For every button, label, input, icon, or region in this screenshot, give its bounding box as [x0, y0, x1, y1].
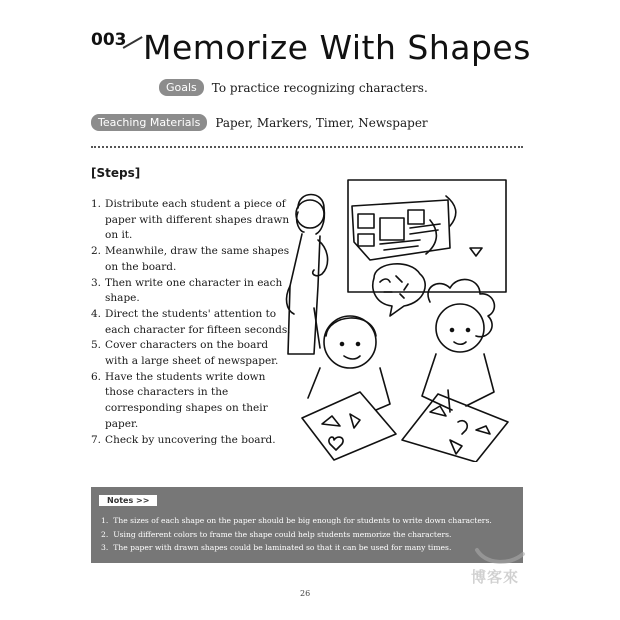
goals-label: Goals	[159, 79, 204, 96]
step-item: 4. Direct the students' attention to each character for fifteen seconds.	[91, 307, 291, 336]
step-item: 1. Distribute each student a piece of paper with different shapes drawn on it.	[91, 198, 290, 242]
lesson-number: 003	[91, 30, 127, 50]
materials-text: Paper, Markers, Timer, Newspaper	[215, 115, 428, 130]
steps-heading: [Steps]	[91, 166, 141, 180]
goals-row	[159, 79, 428, 96]
notes-label: Notes >>	[99, 495, 157, 506]
materials-row	[91, 114, 428, 131]
step-item: 2. Meanwhile, draw the same shapes on the board.	[91, 245, 290, 273]
step-item: 3. Then write one character in each shape.	[91, 276, 283, 305]
step-item: 7. Check by uncovering the board.	[91, 433, 276, 446]
step-item: 6. Have the students write down those characters in the corresponding shapes on their paper.	[91, 370, 268, 430]
materials-label: Teaching Materials	[91, 114, 207, 131]
watermark-text: 博客來	[471, 568, 520, 586]
step-item: 5. Cover characters on the board with a large sheet of newspaper.	[91, 339, 279, 368]
boy-paper	[302, 392, 396, 460]
teacher-head	[296, 200, 324, 228]
goals-text: To practice recognizing characters.	[211, 80, 428, 95]
notes-list	[101, 514, 492, 555]
notes-box	[91, 487, 523, 563]
board-outline	[348, 180, 506, 292]
thought-bubble	[373, 264, 425, 316]
classroom-illustration	[280, 178, 520, 462]
steps-list	[91, 197, 291, 448]
note-item: 2. Using different colors to frame the shape could help students memorize the characters.	[101, 529, 452, 539]
note-item: 3. The paper with drawn shapes could be laminated so that it can be used for many times.	[101, 543, 452, 552]
dotted-divider	[91, 146, 523, 148]
page-title: Memorize With Shapes	[143, 28, 531, 67]
note-item: 1. The sizes of each shape on the paper should be big enough for students to write down characters.	[101, 516, 492, 525]
teacher-body	[288, 234, 320, 354]
page-number: 26	[300, 589, 311, 598]
